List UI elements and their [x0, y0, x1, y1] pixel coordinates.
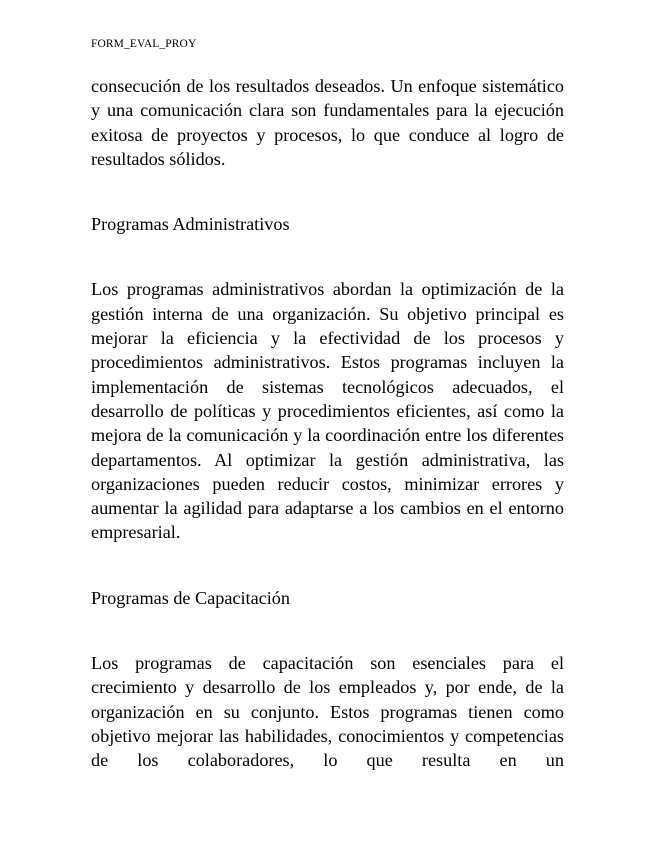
spacer — [91, 171, 564, 212]
section-paragraph-administrativos: Los programas administrativos abordan la optimización de la gestión interna de una organización. Su objetivo principal es mejorar la eficiencia y la efectividad de los procesos y procedimientos administrativos. Estos programas incluyen la implementación de sistemas tecnológicos adecuados, el desarrollo de políticas y procedimientos eficientes, así como la mejora de la comunicación y la coordinación entre los diferentes departamentos. Al optimizar la gestión administrativa, las organizaciones pueden reducir costos, minimizar errores y aumentar la agilidad para adaptarse a los cambios en el entorno empresarial. — [91, 279, 564, 543]
document-body — [91, 74, 564, 773]
spacer — [91, 545, 564, 586]
intro-paragraph: consecución de los resultados deseados. Un enfoque sistemático y una comunicación clara son fundamentales para la ejecución exitosa de proyectos y procesos, lo que conduce al logro de resultados sólidos. — [91, 76, 564, 169]
document-header: FORM_EVAL_PROY — [91, 38, 197, 50]
section-heading-capacitacion: Programas de Capacitación — [91, 587, 290, 608]
section-paragraph-capacitacion: Los programas de capacitación son esenciales para el crecimiento y desarrollo de los empleados y, por ende, de la organización en su conjunto. Estos programas tienen como objetivo mejorar las habilidades, conocimientos y competencias de los colaboradores, lo que resulta en un — [91, 653, 564, 771]
section-heading-administrativos: Programas Administrativos — [91, 214, 290, 235]
spacer — [91, 236, 564, 277]
spacer — [91, 610, 564, 651]
